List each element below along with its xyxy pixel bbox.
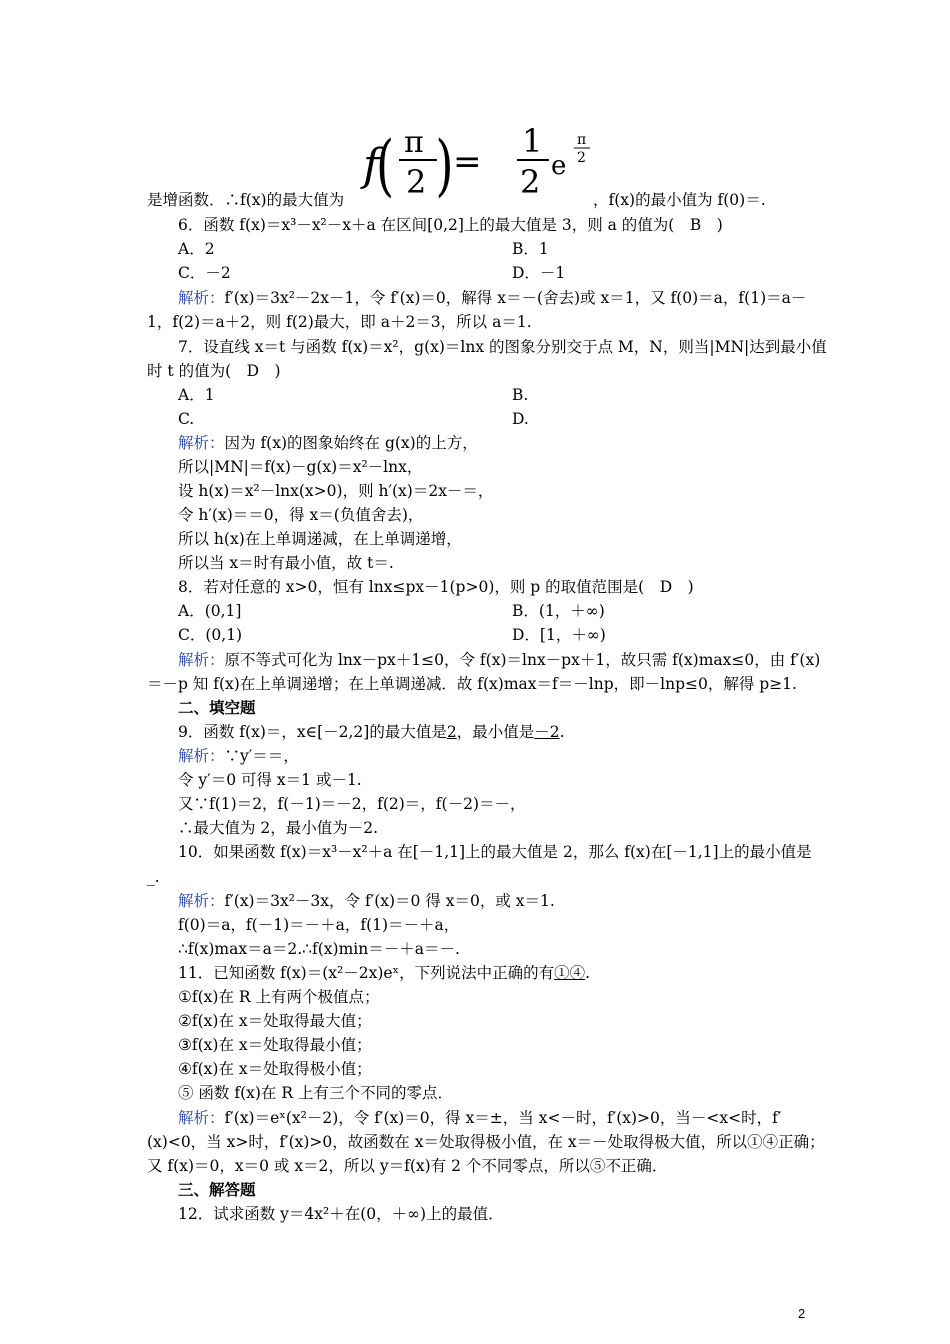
analysis-label: 解析： [178, 1109, 225, 1127]
formula-one: 1 [522, 122, 543, 160]
text-line: (x)<0，当 x>时，f′(x)>0，故函数在 x＝处取得极小值，在 x＝－处取得极大值，所以①④正确； [147, 1133, 825, 1151]
formula-e: e [551, 151, 567, 181]
analysis-label: 解析： [178, 434, 225, 452]
question-10: 10．如果函数 f(x)＝x³－x²＋a 在[－1,1]上的最大值是 2，那么 f(x)在[－1,1]上的最小值是 [178, 843, 812, 861]
formula-image [355, 118, 605, 200]
formula-equals: = [453, 142, 482, 182]
analysis-label: 解析： [178, 651, 225, 669]
statement-item: ③f(x)在 x＝处取得最小值； [178, 1036, 372, 1054]
analysis-label: 解析： [178, 289, 225, 307]
text-line: 1，f(2)＝a＋2，则 f(2)最大，即 a＋2＝3，所以 a＝1. [147, 313, 532, 331]
statement-item: ②f(x)在 x＝处取得最大值； [178, 1012, 372, 1030]
section-heading: 二、填空题 [178, 698, 256, 717]
options-row: A．(0,1] B．(1，＋∞) [178, 602, 605, 620]
question-11: 11．已知函数 f(x)＝(x²－2x)eˣ，下列说法中正确的有①④. [178, 964, 591, 982]
analysis-label: 解析： [178, 892, 225, 910]
question-12: 12．试求函数 y＝4x²＋在(0，＋∞)上的最值． [178, 1205, 504, 1223]
text-line: 所以|MN|＝f(x)－g(x)＝x²－lnx， [178, 458, 423, 476]
answer-min: －2 [534, 723, 560, 741]
question-7: 7．设直线 x＝t 与函数 f(x)＝x²，g(x)＝lnx 的图象分别交于点 M，N，则当|MN|达到最小值 [178, 338, 827, 356]
options-row: C．－2 D．－1 [178, 264, 566, 282]
text-line: ∴最大值为 2，最小值为－2. [178, 819, 379, 837]
analysis-line: 解析：原不等式可化为 lnx－px＋1≤0，令 f(x)＝lnx－px＋1，故只需 f(x)max≤0，由 f′(x) [178, 651, 821, 669]
analysis-line: 解析：∵y′＝＝， [178, 747, 299, 765]
text-line: 令 h′(x)＝＝0，得 x＝(负值舍去)， [178, 506, 424, 524]
text-line: 又∵f(1)＝2，f(－1)＝－2，f(2)＝，f(－2)＝－， [178, 795, 526, 813]
options-row: A．2 B．1 [178, 240, 549, 258]
formula-two: 2 [406, 163, 427, 200]
page-number: 2 [798, 1306, 806, 1321]
options-row: A．1 B. [178, 386, 529, 404]
analysis-line: 解析：因为 f(x)的图象始终在 g(x)的上方， [178, 434, 478, 452]
statement-item: ⑤ 函数 f(x)在 R 上有三个不同的零点． [178, 1084, 453, 1102]
question-8: 8．若对任意的 x>0，恒有 lnx≤px－1(p>0)，则 p 的取值范围是( D ) [178, 578, 694, 596]
question-9: 9．函数 f(x)＝，x∈[－2,2]的最大值是2，最小值是－2. [178, 723, 565, 741]
text-line: 令 y′＝0 可得 x＝1 或－1. [178, 771, 362, 789]
formula-exp-pi: π [577, 132, 587, 148]
statement-item: ④f(x)在 x＝处取得极小值； [178, 1060, 372, 1078]
answer-choices: ①④ [554, 964, 586, 982]
text-line: ＝－p 知 f(x)在上单调递增；在上单调递减．故 f(x)max＝f＝－lnp，即－lnp≤0，解得 p≥1. [147, 675, 797, 693]
text-line: 所以 h(x)在上单调递减，在上单调递增， [178, 530, 462, 548]
options-row: C．(0,1) D．[1，＋∞) [178, 626, 606, 644]
text-line: 所以当 x＝时有最小值，故 t＝. [178, 554, 394, 572]
formula-exp-two: 2 [577, 150, 586, 166]
text-line: _. [147, 868, 160, 886]
formula-two-2: 2 [520, 163, 541, 200]
text-line: 设 h(x)＝x²－lnx(x>0)，则 h′(x)＝2x－＝， [178, 482, 494, 500]
formula-pi: π [404, 125, 424, 160]
text-line: f(0)＝a，f(－1)＝－＋a，f(1)＝－＋a， [178, 916, 460, 934]
statement-item: ①f(x)在 R 上有两个极值点； [178, 988, 380, 1006]
analysis-label: 解析： [178, 747, 225, 765]
formula-left-paren: ( [376, 127, 395, 200]
analysis-line: 解析：f′(x)＝3x²－2x－1，令 f′(x)＝0，解得 x＝－(舍去)或 x＝1，又 f(0)＝a，f(1)＝a－ [178, 289, 807, 307]
text-line: 又 f(x)＝0，x＝0 或 x＝2，所以 y＝f(x)有 2 个不同零点，所以⑤不正确． [147, 1157, 668, 1175]
options-row: C. D. [178, 410, 529, 428]
text-line: ∴f(x)max＝a＝2.∴f(x)min＝－＋a＝－. [178, 940, 460, 958]
section-heading: 三、解答题 [178, 1180, 256, 1199]
formula-f: f [363, 140, 380, 191]
analysis-line: 解析：f′(x)＝3x²－3x，令 f′(x)＝0 得 x＝0，或 x＝1. [178, 892, 555, 910]
text-line: 是增函数．∴f(x)的最大值为 ，f(x)的最小值为 f(0)＝. [147, 191, 766, 209]
analysis-line: 解析：f′(x)＝eˣ(x²－2)，令 f′(x)＝0，得 x＝±，当 x<－时，f′(x)>0，当－<x<时，f′ [178, 1109, 782, 1127]
formula-right-paren: ) [435, 127, 454, 200]
answer-max: 2 [446, 723, 457, 741]
text-line: 时 t 的值为( D ) [147, 362, 281, 380]
question-6: 6．函数 f(x)＝x³－x²－x＋a 在区间[0,2]上的最大值是 3，则 a 的值为( B ) [178, 216, 723, 234]
